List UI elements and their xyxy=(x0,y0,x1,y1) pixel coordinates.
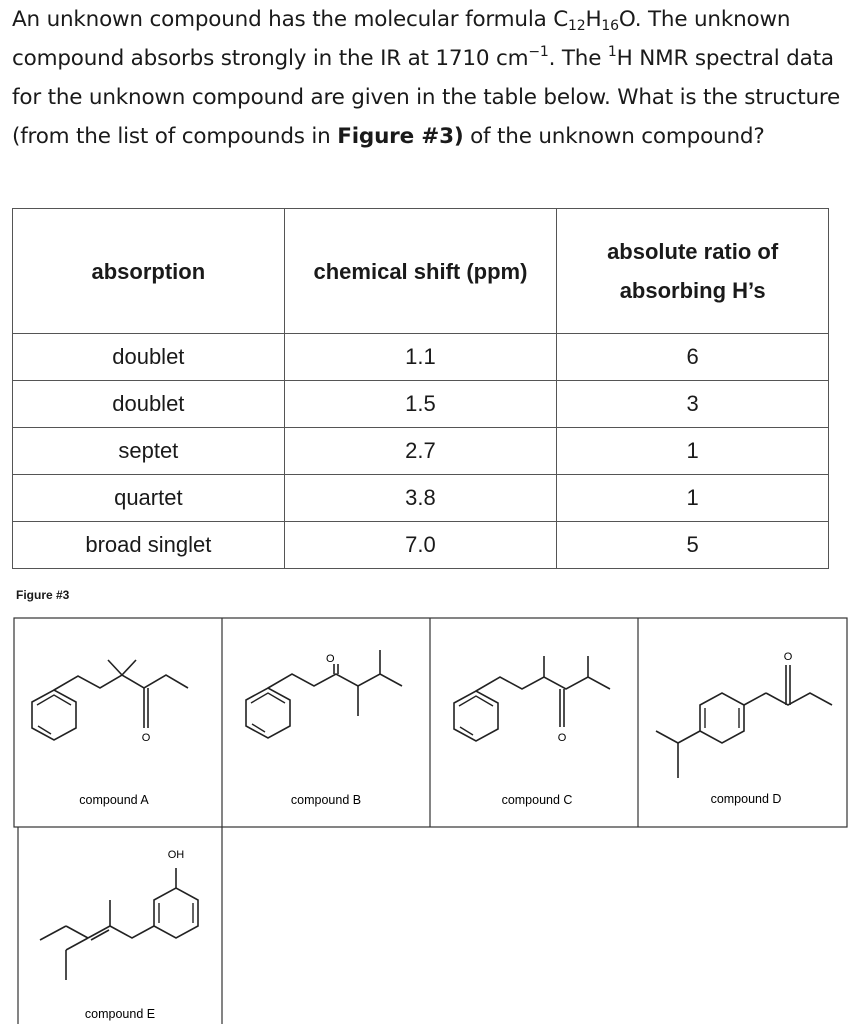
question-part: . The xyxy=(548,46,608,71)
header-ratio: absolute ratio of absorbing H’s xyxy=(557,209,829,334)
structure-compound-d xyxy=(656,665,832,778)
label-compound-d: compound D xyxy=(710,792,782,806)
structure-compound-e xyxy=(40,868,198,980)
unit-superscript: −1 xyxy=(528,44,549,60)
cell-ratio: 1 xyxy=(557,475,829,522)
label-compound-a: compound A xyxy=(79,793,149,807)
formula-subscript: 12 xyxy=(568,18,586,34)
label-compound-b: compound B xyxy=(290,793,362,807)
cell-absorption: doublet xyxy=(13,381,285,428)
cell-absorption: doublet xyxy=(13,334,285,381)
figure-grid xyxy=(14,618,847,1024)
atom-oxygen-c: O xyxy=(557,732,567,744)
structure-compound-c xyxy=(454,656,610,741)
cell-shift: 1.1 xyxy=(284,334,557,381)
structure-compound-b xyxy=(246,650,402,738)
atom-oxygen-b: O xyxy=(326,653,335,665)
structure-compound-a xyxy=(32,660,188,740)
atom-oxygen-d: O xyxy=(783,651,793,663)
label-compound-e: compound E xyxy=(84,1007,156,1021)
cell-ratio: 6 xyxy=(557,334,829,381)
figure-reference: Figure #3) xyxy=(337,124,464,149)
header-chemical-shift: chemical shift (ppm) xyxy=(284,209,557,334)
cell-shift: 1.5 xyxy=(284,381,557,428)
cell-shift: 3.8 xyxy=(284,475,557,522)
cell-ratio: 5 xyxy=(557,522,829,569)
formula-subscript: 16 xyxy=(601,18,619,34)
atom-hydroxyl-e: OH xyxy=(167,849,185,861)
question-part: H NMR spectral data for the unknown compound are given in the table below. What is the structure (from the list of compounds in xyxy=(12,46,841,149)
question-part: O. The unknown compound absorbs strongly in the IR at 1710 cm xyxy=(12,7,791,71)
question-part: An unknown compound has the molecular formula C xyxy=(12,7,569,32)
cell-absorption: broad singlet xyxy=(13,522,285,569)
question-part: of the unknown compound? xyxy=(463,124,765,149)
cell-absorption: quartet xyxy=(13,475,285,522)
question-part: H xyxy=(585,7,602,32)
cell-ratio: 1 xyxy=(557,428,829,475)
header-absorption: absorption xyxy=(13,209,285,334)
isotope-superscript: 1 xyxy=(607,44,617,60)
cell-shift: 2.7 xyxy=(284,428,557,475)
cell-ratio: 3 xyxy=(557,381,829,428)
label-compound-c: compound C xyxy=(501,793,573,807)
figure-label: Figure #3 xyxy=(16,588,70,602)
cell-shift: 7.0 xyxy=(284,522,557,569)
cell-absorption: septet xyxy=(13,428,285,475)
atom-oxygen-a: O xyxy=(141,732,151,744)
